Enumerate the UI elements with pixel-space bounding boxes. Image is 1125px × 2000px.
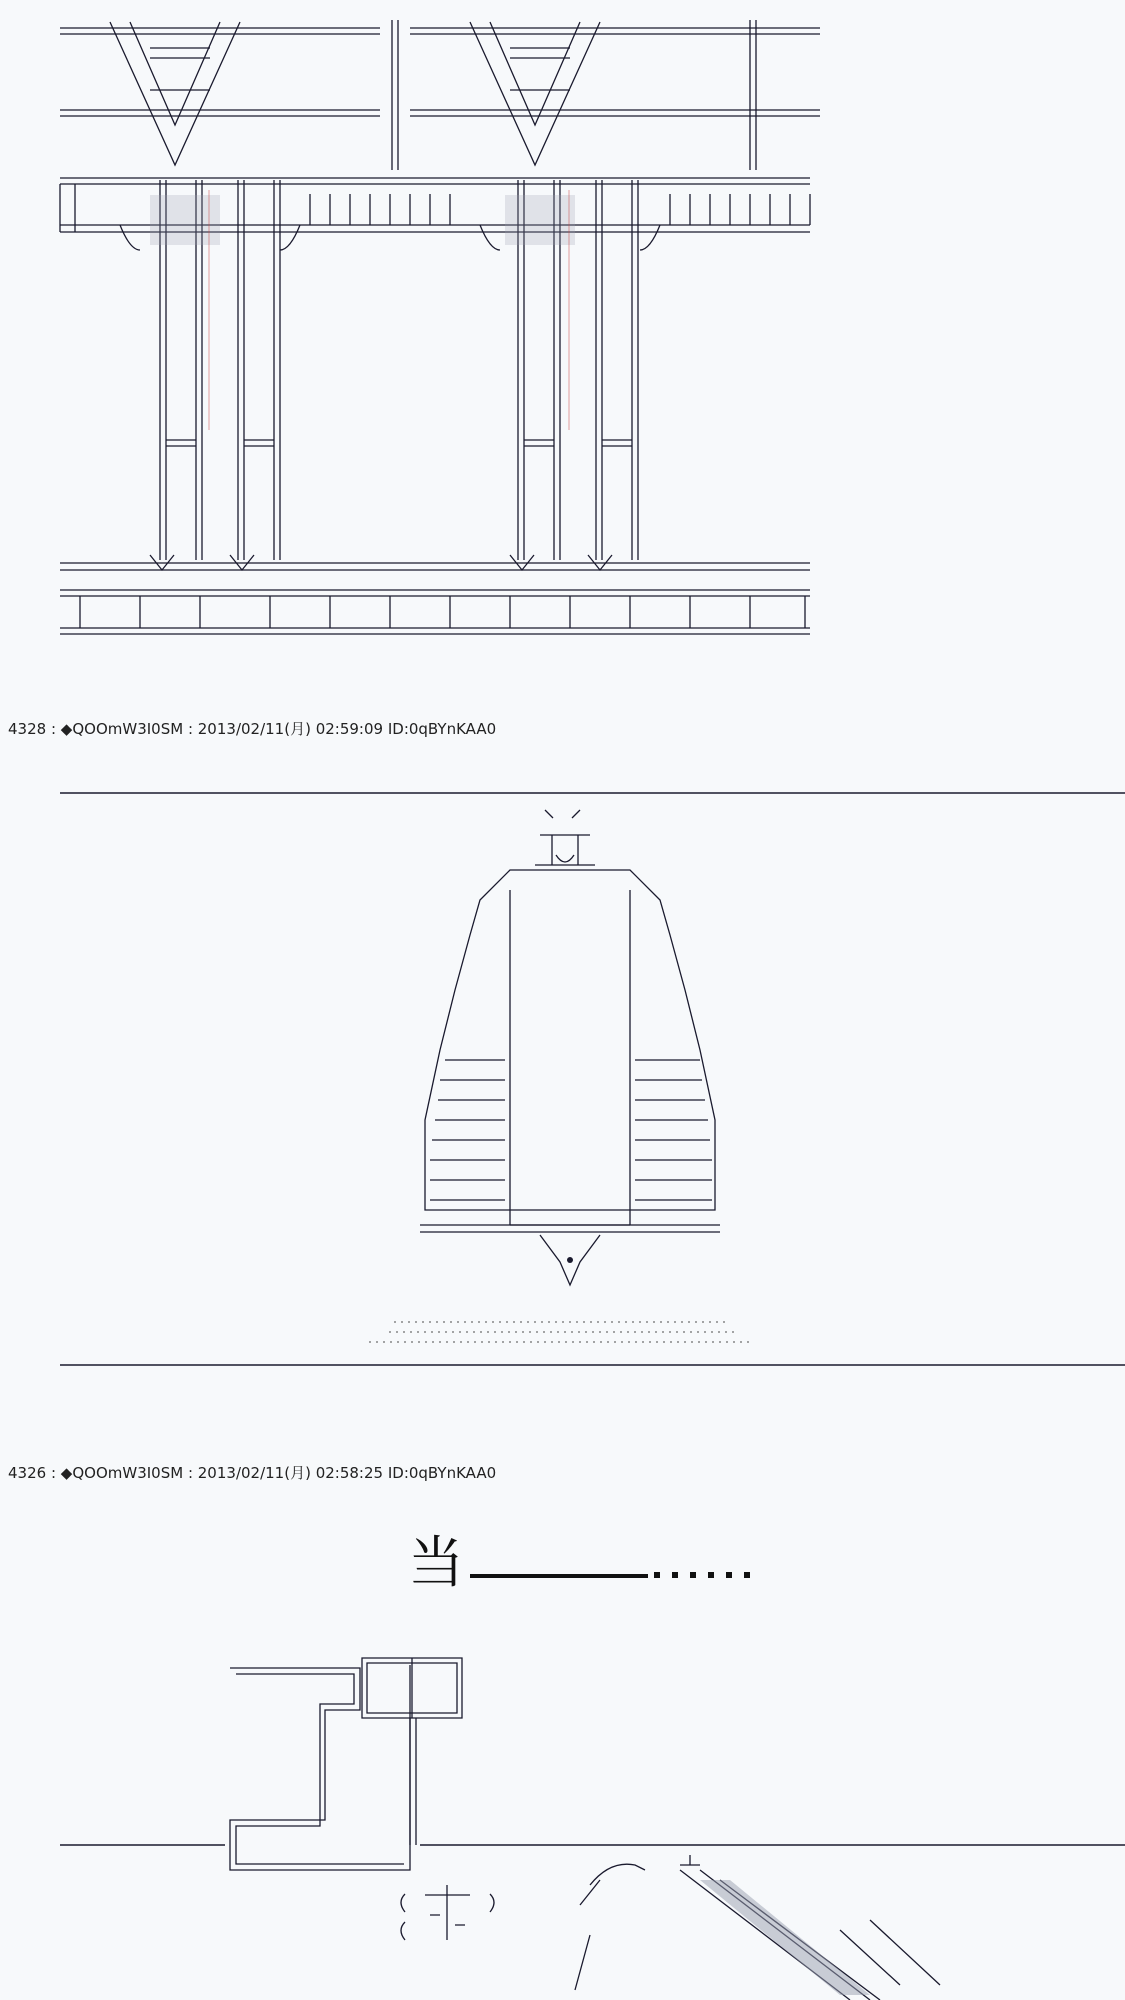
shadow-dot (495, 1341, 497, 1343)
shadow-dot (369, 1341, 371, 1343)
shadow-dot (740, 1341, 742, 1343)
shadow-dot (453, 1341, 455, 1343)
shadow-dot (618, 1321, 620, 1323)
post-id: ID:0qBYnKAA0 (387, 720, 497, 738)
shadow-dot (597, 1321, 599, 1323)
shadow-dot (621, 1341, 623, 1343)
shadow-dot (557, 1331, 559, 1333)
shadow-dot (709, 1321, 711, 1323)
post-number: 4328 (8, 720, 47, 738)
shadow-dot (513, 1321, 515, 1323)
shadow-dot (446, 1341, 448, 1343)
shadow-dot (628, 1341, 630, 1343)
shadow-dot (541, 1321, 543, 1323)
shadow-dot (635, 1341, 637, 1343)
shadow-dot (639, 1321, 641, 1323)
shadow-dot (726, 1341, 728, 1343)
trip-marker: ◆ (60, 1464, 73, 1482)
shadow-dot (439, 1341, 441, 1343)
shadow-dot (422, 1321, 424, 1323)
shadow-dot (660, 1321, 662, 1323)
shadow-dot (508, 1331, 510, 1333)
post-datetime: 2013/02/11(月) 02:58:25 (197, 1464, 384, 1482)
shadow-dot (632, 1321, 634, 1323)
shadow-dot (485, 1321, 487, 1323)
shadow-dot (662, 1331, 664, 1333)
post-id: ID:0qBYnKAA0 (387, 1464, 497, 1482)
shadow-dot (459, 1331, 461, 1333)
shadow-dot (681, 1321, 683, 1323)
shadow-dot (718, 1331, 720, 1333)
shadow-dot (607, 1341, 609, 1343)
shadow-dot (723, 1321, 725, 1323)
shadow-dot (403, 1331, 405, 1333)
shadow-dot (620, 1331, 622, 1333)
shadow-dot (733, 1341, 735, 1343)
shadow-dot (537, 1341, 539, 1343)
shadow-dot (663, 1341, 665, 1343)
shadow-dot (732, 1331, 734, 1333)
shadow-dot (551, 1341, 553, 1343)
post-datetime: 2013/02/11(月) 02:59:09 (197, 720, 384, 738)
trip-marker: ◆ (60, 720, 73, 738)
shadow-dot (394, 1321, 396, 1323)
post-number: 4326 (8, 1464, 47, 1482)
shadow-dot (492, 1321, 494, 1323)
shadow-dot (429, 1321, 431, 1323)
shadow-dot (572, 1341, 574, 1343)
shadow-dot (530, 1341, 532, 1343)
shadow-dot (611, 1321, 613, 1323)
shadow-dot (555, 1321, 557, 1323)
shadow-dot (683, 1331, 685, 1333)
shadow-dot (536, 1331, 538, 1333)
shadow-dot (466, 1331, 468, 1333)
shadow-dot (432, 1341, 434, 1343)
shadow-dot (452, 1331, 454, 1333)
shadow-dot (501, 1331, 503, 1333)
shadow-dot (604, 1321, 606, 1323)
shadow-dot (627, 1331, 629, 1333)
shadow-dot (502, 1341, 504, 1343)
shadow-dot (590, 1321, 592, 1323)
shadow-dot (401, 1321, 403, 1323)
shadow-dot (670, 1341, 672, 1343)
post-separator: : (46, 720, 61, 738)
shadow-dot (583, 1321, 585, 1323)
shadow-dot (593, 1341, 595, 1343)
shadow-dot (613, 1331, 615, 1333)
shadow-dot (390, 1341, 392, 1343)
shadow-dot (411, 1341, 413, 1343)
shadow-dot (404, 1341, 406, 1343)
shadow-dot (646, 1321, 648, 1323)
post-separator: : (183, 720, 198, 738)
shadow-dot (705, 1341, 707, 1343)
shadow-dot (410, 1331, 412, 1333)
shadow-dot (558, 1341, 560, 1343)
shadow-dot (534, 1321, 536, 1323)
shadow-dot (471, 1321, 473, 1323)
shadow-dot (655, 1331, 657, 1333)
shadow-dot (565, 1341, 567, 1343)
shadow-dot (522, 1331, 524, 1333)
shadow-dot (445, 1331, 447, 1333)
shadow-dot (516, 1341, 518, 1343)
shadow-dot (614, 1341, 616, 1343)
shadow-dot (579, 1341, 581, 1343)
shadow-dot (506, 1321, 508, 1323)
shadow-dot (704, 1331, 706, 1333)
shadow-dot (397, 1341, 399, 1343)
post-header (8, 1462, 496, 1483)
shadow-dot (695, 1321, 697, 1323)
shadow-dot (625, 1321, 627, 1323)
ascii-art-castle-gate (0, 0, 1125, 680)
shadow-dot (415, 1321, 417, 1323)
shadow-dot (716, 1321, 718, 1323)
shadow-dot (676, 1331, 678, 1333)
shadow-dot (425, 1341, 427, 1343)
post-trip: QOOmW3I0SM (72, 720, 184, 738)
shadow-dot (719, 1341, 721, 1343)
shadow-dot (677, 1341, 679, 1343)
shadow-dot (438, 1331, 440, 1333)
shadow-dot (571, 1331, 573, 1333)
shadow-dot (478, 1321, 480, 1323)
post-separator: : (183, 1464, 198, 1482)
shadow-dot (396, 1331, 398, 1333)
shadow-dot (592, 1331, 594, 1333)
shadow-dot (480, 1331, 482, 1333)
shadow-dot (460, 1341, 462, 1343)
shadow-dot (450, 1321, 452, 1323)
shadow-dot (431, 1331, 433, 1333)
shadow-dot (697, 1331, 699, 1333)
shadow-dot (747, 1341, 749, 1343)
shadow-dot (576, 1321, 578, 1323)
shadow-dot (690, 1331, 692, 1333)
shadow-dot (550, 1331, 552, 1333)
shadow-dot (725, 1331, 727, 1333)
shadow-dot (648, 1331, 650, 1333)
shadow-dot (408, 1321, 410, 1323)
shadow-dot (702, 1321, 704, 1323)
shadow-dot (544, 1341, 546, 1343)
shadow-dot (527, 1321, 529, 1323)
shadow-dot (564, 1331, 566, 1333)
shadow-dot (711, 1331, 713, 1333)
shadow-dot (698, 1341, 700, 1343)
shadow-dot (600, 1341, 602, 1343)
shadow-dot (509, 1341, 511, 1343)
post-separator: : (46, 1464, 61, 1482)
shadow-dot (417, 1331, 419, 1333)
shadow-dot (599, 1331, 601, 1333)
shadow-dot (684, 1341, 686, 1343)
shadow-dot (578, 1331, 580, 1333)
shadow-dot (383, 1341, 385, 1343)
shadow-dot (481, 1341, 483, 1343)
sound-effect-kanji: 当 (408, 1531, 464, 1596)
shadow-dot (642, 1341, 644, 1343)
shadow-dot (473, 1331, 475, 1333)
shadow-dot (529, 1331, 531, 1333)
shadow-dot (424, 1331, 426, 1333)
shadow-dot (389, 1331, 391, 1333)
shadow-dot (562, 1321, 564, 1323)
shadow-dot (376, 1341, 378, 1343)
shadow-dot (543, 1331, 545, 1333)
post-trip: QOOmW3I0SM (72, 1464, 184, 1482)
shadow-dot (669, 1331, 671, 1333)
shadow-dot (474, 1341, 476, 1343)
shadow-dot (569, 1321, 571, 1323)
shadow-dot (457, 1321, 459, 1323)
shadow-dot (586, 1341, 588, 1343)
shadow-dot (653, 1321, 655, 1323)
shadow-dot (494, 1331, 496, 1333)
shadow-dot (712, 1341, 714, 1343)
shadow-dot (688, 1321, 690, 1323)
shadow-dot (487, 1331, 489, 1333)
shadow-dot (634, 1331, 636, 1333)
post-header (8, 718, 496, 739)
shadow-dot (467, 1341, 469, 1343)
shadow-dot (443, 1321, 445, 1323)
shadow-dot (649, 1341, 651, 1343)
shadow-dot (515, 1331, 517, 1333)
shadow-dot (641, 1331, 643, 1333)
shadow-dot (656, 1341, 658, 1343)
shadow-dot (674, 1321, 676, 1323)
shadow-dot (418, 1341, 420, 1343)
shadow-dot (691, 1341, 693, 1343)
shadow-dot (520, 1321, 522, 1323)
shadow-dot (667, 1321, 669, 1323)
shadow-dot (488, 1341, 490, 1343)
shadow-dot (464, 1321, 466, 1323)
shadow-dot (548, 1321, 550, 1323)
shadow-dot (523, 1341, 525, 1343)
shadow-dot (499, 1321, 501, 1323)
shadow-dot (436, 1321, 438, 1323)
shadow-dot (585, 1331, 587, 1333)
shadow-dot (606, 1331, 608, 1333)
